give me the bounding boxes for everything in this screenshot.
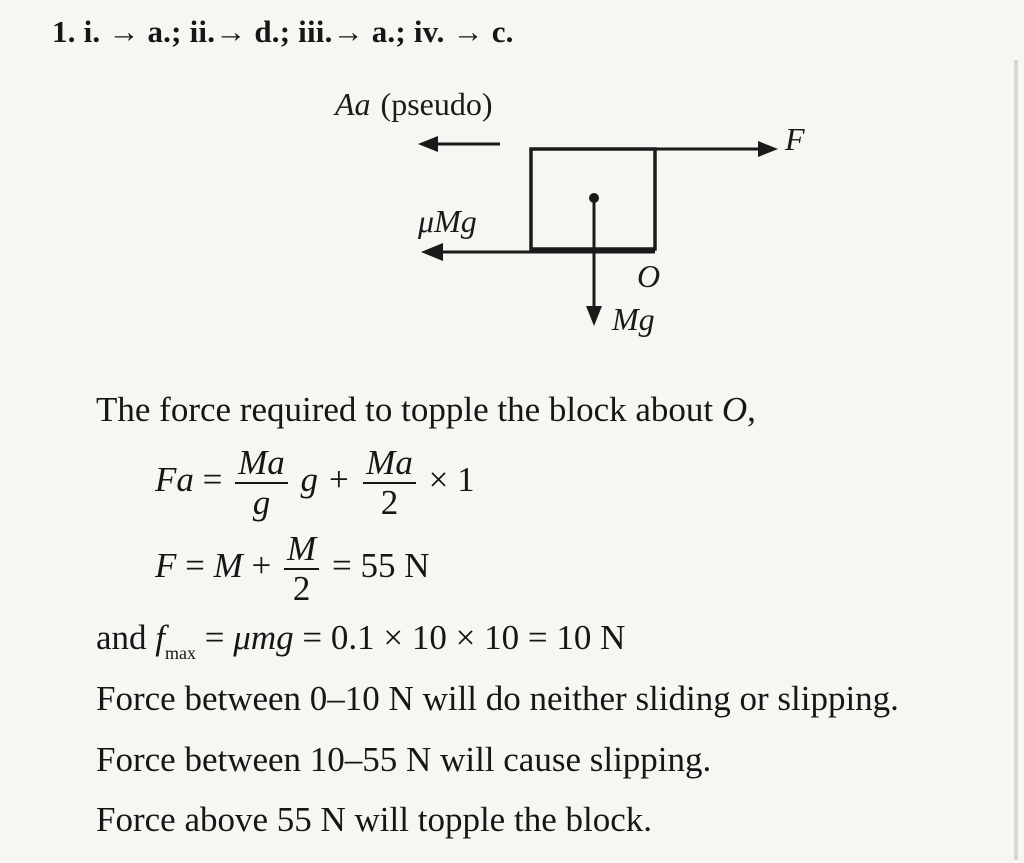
- line3-f: f: [155, 618, 166, 657]
- weight-arrowhead: [586, 306, 602, 326]
- solution-intro: [96, 390, 756, 430]
- weight-label: Mg: [612, 301, 655, 337]
- line3-mu: μmg: [233, 618, 294, 657]
- eq2-frac-denominator: 2: [292, 569, 311, 608]
- eq1-tail: × 1: [428, 460, 475, 500]
- pseudo-force-arrowhead: [418, 136, 438, 152]
- solution-line-friction: [96, 618, 625, 664]
- solution-line-range-1: Force between 0–10 N will do neither sliding or slipping.: [96, 679, 899, 718]
- eq2-frac-numerator: M: [284, 530, 319, 570]
- applied-force-arrowhead: [758, 141, 778, 157]
- intro-point: O: [721, 390, 748, 429]
- pseudo-force-label: Aa (pseudo): [335, 86, 493, 122]
- friction-arrowhead: [421, 243, 443, 261]
- eq1-fraction-1: [235, 444, 288, 522]
- line3-middle: =: [196, 618, 234, 657]
- intro-suffix: ,: [747, 390, 756, 429]
- eq1-equals: =: [202, 460, 223, 500]
- solution-line-range-3: Force above 55 N will topple the block.: [96, 800, 652, 839]
- equation-2: [155, 530, 429, 608]
- eq1-middle: g +: [300, 460, 351, 500]
- answer-number: 1.: [52, 14, 76, 49]
- eq1-frac2-denominator: 2: [380, 483, 399, 522]
- eq1-frac2-numerator: Ma: [363, 444, 416, 484]
- eq1-fraction-2: [363, 444, 416, 522]
- eq2-result: = 55 N: [331, 546, 430, 586]
- eq2-term1: M: [213, 546, 243, 586]
- equation-1: [155, 444, 475, 522]
- eq1-frac1-numerator: Ma: [235, 444, 288, 484]
- eq2-fraction: [284, 530, 319, 608]
- line3-prefix: and: [96, 618, 156, 657]
- eq2-equals: =: [185, 546, 205, 586]
- eq1-frac1-denominator: g: [252, 483, 271, 522]
- free-body-diagram: [0, 0, 1024, 380]
- pivot-label: O: [637, 258, 661, 294]
- applied-force-label: F: [785, 121, 805, 157]
- answer-text: i. → a.; ii.→ d.; iii.→ a.; iv. → c.: [83, 14, 514, 49]
- eq2-lhs: F: [155, 546, 177, 586]
- line3-subscript: max: [165, 643, 197, 663]
- line3-rest: = 0.1 × 10 × 10 = 10 N: [293, 618, 626, 657]
- intro-text: The force required to topple the block about: [96, 390, 722, 429]
- eq2-plus: +: [251, 546, 272, 586]
- eq1-lhs: Fa: [155, 460, 194, 500]
- friction-label: μMg: [418, 203, 477, 239]
- solution-line-range-2: Force between 10–55 N will cause slipping.: [96, 740, 712, 779]
